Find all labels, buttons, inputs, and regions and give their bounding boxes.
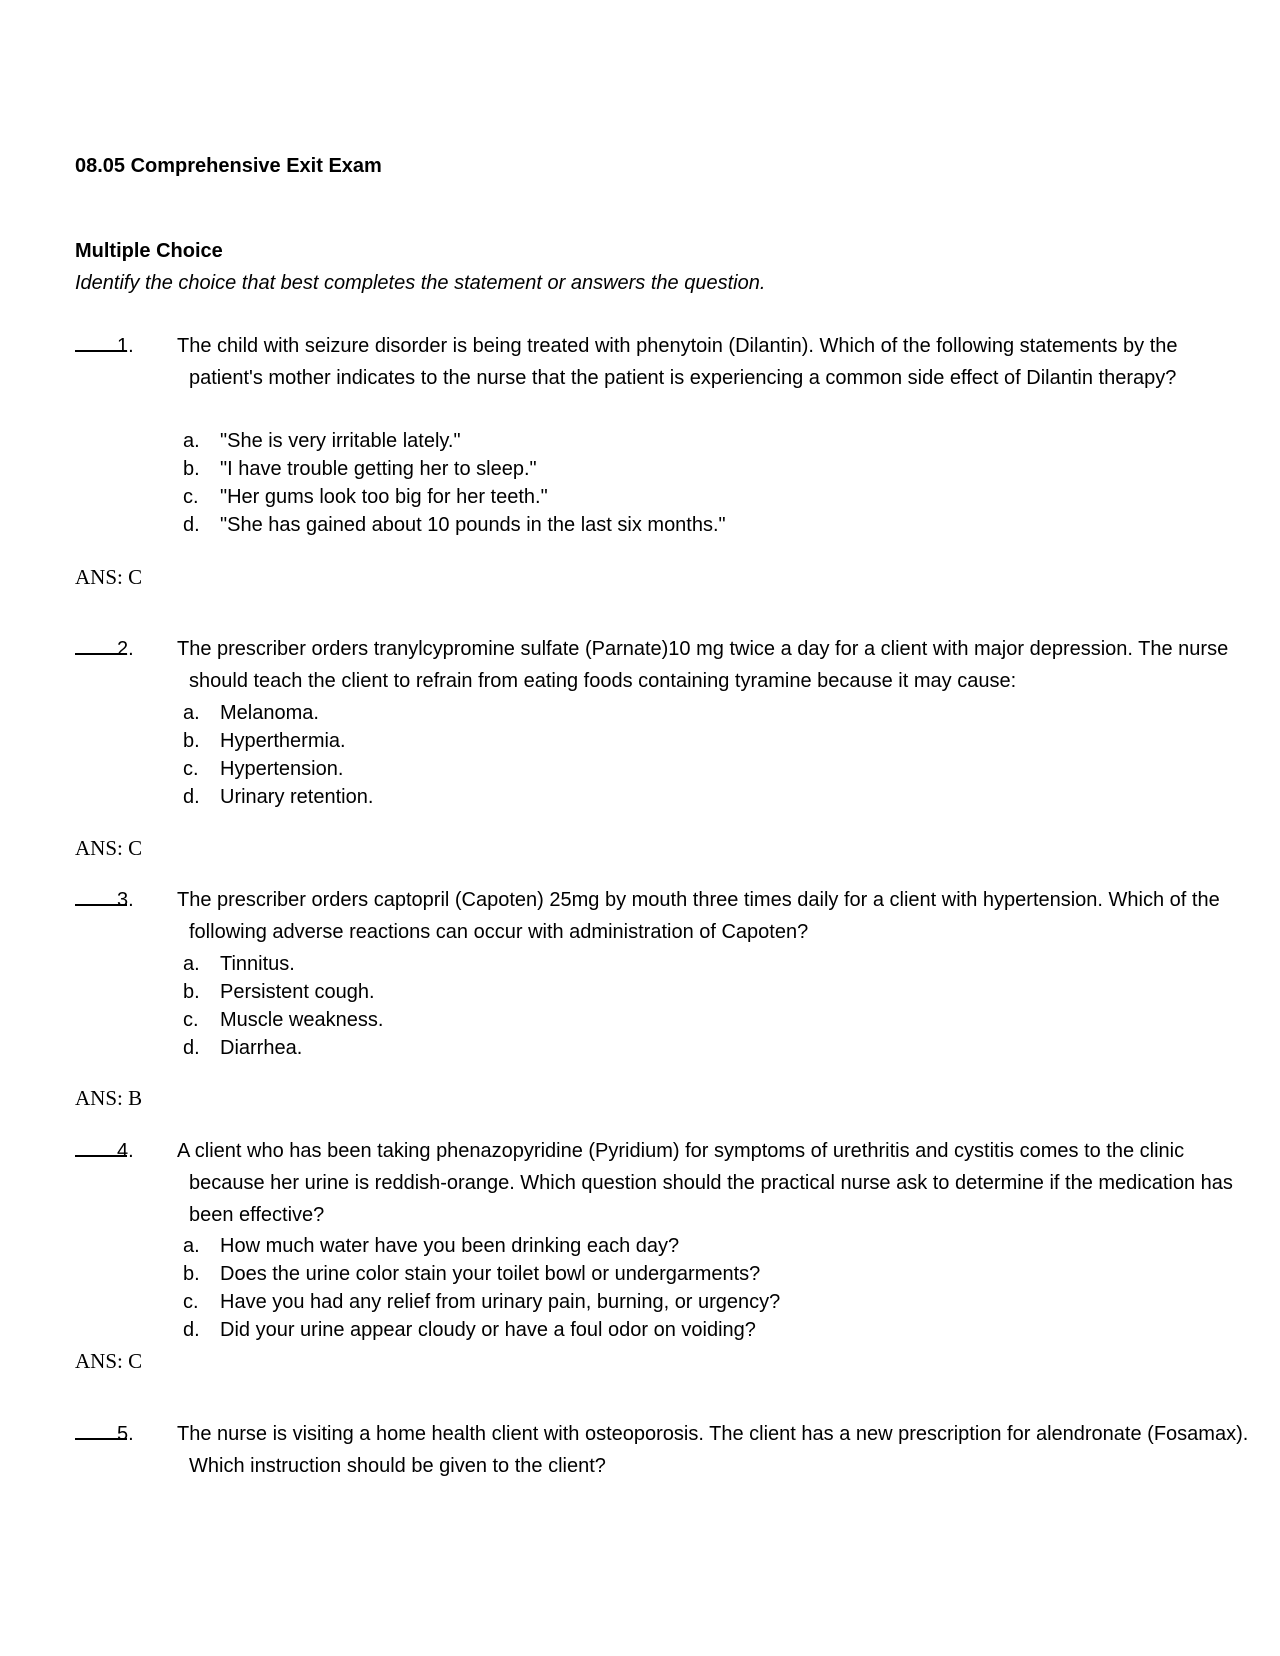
section-heading: Multiple Choice	[75, 240, 223, 262]
choice-letter: c.	[183, 486, 199, 508]
choice-item	[183, 1260, 780, 1288]
question-stem	[117, 1418, 1249, 1482]
question-stem	[117, 330, 1249, 394]
choice-text: Urinary retention.	[220, 786, 374, 808]
choice-letter: b.	[183, 458, 200, 480]
choice-text: Melanoma.	[220, 702, 319, 724]
choice-item	[183, 455, 726, 483]
question-stem	[117, 633, 1249, 697]
choice-item	[183, 1232, 780, 1260]
question-number: 2.	[117, 638, 134, 660]
choice-item	[183, 427, 726, 455]
choice-item	[183, 483, 726, 511]
choice-item	[183, 511, 726, 539]
question-text: A client who has been taking phenazopyridine (Pyridium) for symptoms of urethritis and cystitis comes to the clinic because her urine is reddish-orange. Which question should the practical nurse ask to determine if the medication has been effective?	[177, 1140, 1233, 1226]
choice-letter: b.	[183, 1263, 200, 1285]
choice-letter: b.	[183, 981, 200, 1003]
choice-text: Muscle weakness.	[220, 1009, 384, 1031]
choice-text: Diarrhea.	[220, 1037, 303, 1059]
question-text: The prescriber orders captopril (Capoten) 25mg by mouth three times daily for a client with hypertension. Which of the following adverse reactions can occur with administration of Capoten?	[177, 889, 1220, 943]
question-stem	[117, 884, 1249, 948]
choice-item	[183, 755, 373, 783]
choice-item	[183, 783, 373, 811]
choice-letter: b.	[183, 730, 200, 752]
question-text: The nurse is visiting a home health client with osteoporosis. The client has a new prescription for alendronate (Fosamax). Which instruction should be given to the client?	[177, 1423, 1249, 1477]
choice-text: "Her gums look too big for her teeth."	[220, 486, 548, 508]
choice-text: "She is very irritable lately."	[220, 430, 461, 452]
choice-text: Hypertension.	[220, 758, 344, 780]
choice-letter: c.	[183, 1009, 199, 1031]
choice-text: "I have trouble getting her to sleep."	[220, 458, 537, 480]
choice-letter: d.	[183, 786, 200, 808]
question-text: The child with seizure disorder is being treated with phenytoin (Dilantin). Which of the following statements by the patient's mother indicates to the nurse that the patient is experiencing a common side effect of Dilantin therapy?	[177, 335, 1178, 389]
choice-item	[183, 978, 383, 1006]
answer-key: ANS: B	[75, 1086, 143, 1110]
choice-letter: d.	[183, 514, 200, 536]
choice-text: Does the urine color stain your toilet bowl or undergarments?	[220, 1263, 761, 1285]
page-title: 08.05 Comprehensive Exit Exam	[75, 155, 382, 177]
choice-item	[183, 950, 383, 978]
choice-letter: d.	[183, 1037, 200, 1059]
choice-list	[183, 950, 383, 1062]
choice-item	[183, 1316, 780, 1344]
question-number: 5.	[117, 1423, 134, 1445]
question-number: 1.	[117, 335, 134, 357]
answer-key: ANS: C	[75, 836, 143, 860]
answer-key: ANS: C	[75, 565, 143, 589]
choice-letter: c.	[183, 1291, 199, 1313]
choice-list	[183, 699, 373, 811]
choice-letter: c.	[183, 758, 199, 780]
question-text: The prescriber orders tranylcypromine sulfate (Parnate)10 mg twice a day for a client with major depression. The nurse should teach the client to refrain from eating foods containing tyramine because it may cause:	[177, 638, 1229, 692]
choice-text: Have you had any relief from urinary pain, burning, or urgency?	[220, 1291, 781, 1313]
choice-text: Tinnitus.	[220, 953, 295, 975]
choice-text: How much water have you been drinking each day?	[220, 1235, 680, 1257]
choice-text: "She has gained about 10 pounds in the last six months."	[220, 514, 726, 536]
choice-item	[183, 1034, 383, 1062]
section-instructions: Identify the choice that best completes the statement or answers the question.	[75, 272, 766, 294]
choice-letter: a.	[183, 1235, 200, 1257]
question-number: 3.	[117, 889, 134, 911]
choice-text: Did your urine appear cloudy or have a foul odor on voiding?	[220, 1319, 756, 1341]
choice-letter: a.	[183, 953, 200, 975]
choice-item	[183, 699, 373, 727]
choice-item	[183, 1288, 780, 1316]
choice-letter: a.	[183, 702, 200, 724]
choice-letter: a.	[183, 430, 200, 452]
choice-list	[183, 1232, 780, 1344]
choice-text: Persistent cough.	[220, 981, 375, 1003]
choice-item	[183, 1006, 383, 1034]
question-number: 4.	[117, 1140, 134, 1162]
question-stem	[117, 1135, 1249, 1231]
choice-text: Hyperthermia.	[220, 730, 346, 752]
choice-item	[183, 727, 373, 755]
answer-key: ANS: C	[75, 1349, 143, 1373]
choice-list	[183, 427, 726, 539]
choice-letter: d.	[183, 1319, 200, 1341]
